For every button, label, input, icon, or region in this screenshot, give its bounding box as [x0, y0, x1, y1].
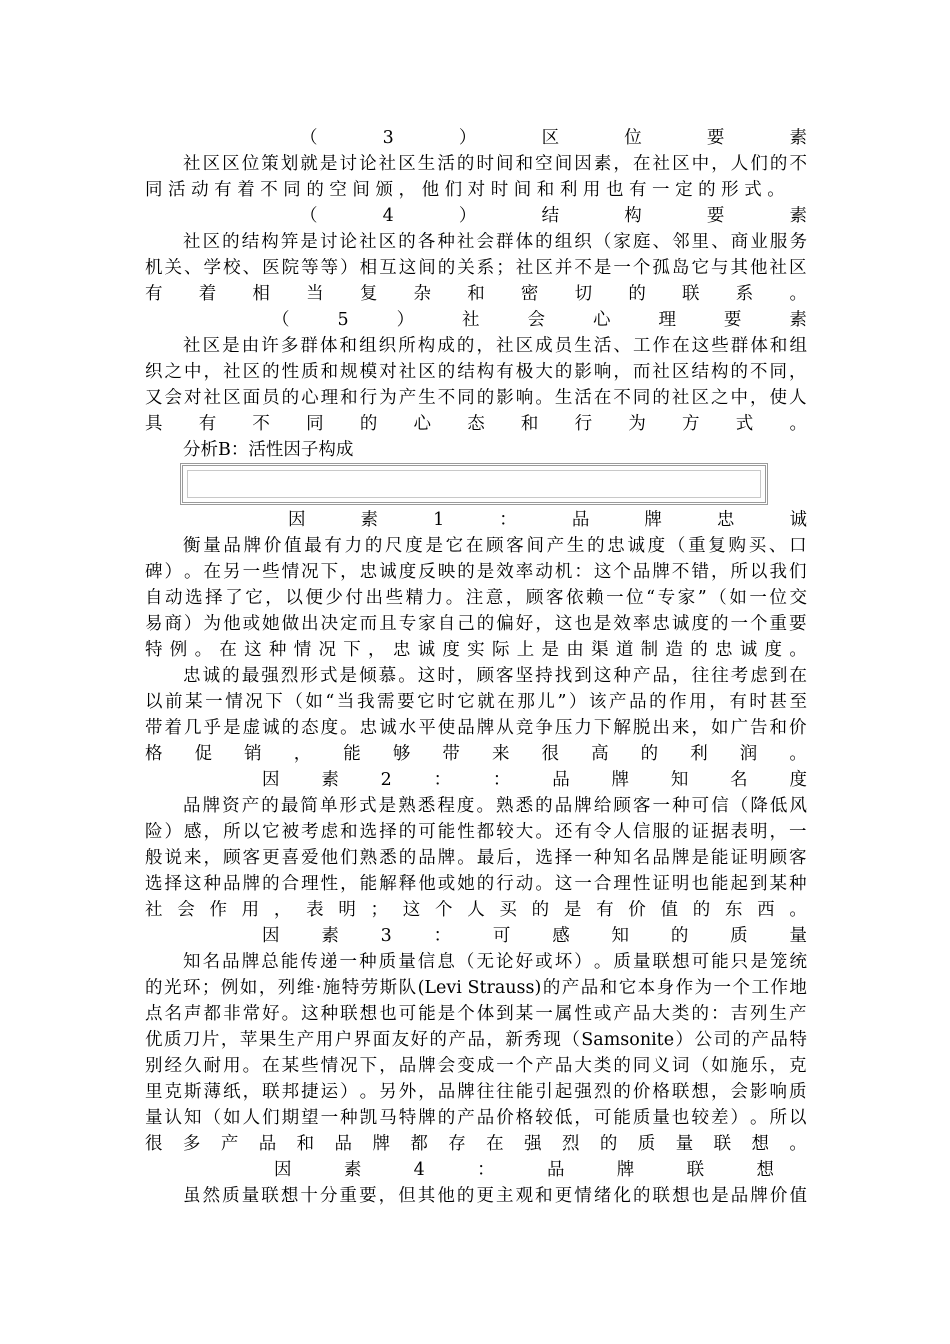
paragraph-line: 品 牌 资 产 的 最 简 单 形 式 是 熟 悉 程 度 。 熟 悉 的 品 牌 给 顾 客 一 种 可 信 （ 降 低 风 — [183, 796, 807, 816]
paragraph-line: 碑 ） 。 在 另 一 些 情 况 下 ， 忠 诚 度 反 映 的 是 效 率 动 机 ： 这 个 品 牌 不 错 ， 所 以 我 们 — [145, 562, 807, 582]
heading-factor-2: 因 素 2 ： ： 品 牌 知 名 度 — [262, 770, 807, 790]
heading-factor-1: 因 素 1 ： 品 牌 忠 诚 — [288, 510, 807, 530]
heading-structure-factor: （ 4 ） 结 构 要 素 — [300, 206, 807, 226]
paragraph-line: 特 例 。 在 这 种 情 况 下 ， 忠 诚 度 实 际 上 是 由 渠 道 制 造 的 忠 诚 度 。 — [145, 640, 807, 660]
paragraph-line: 机 关 、 学 校 、 医 院 等 等 ） 相 互 这 间 的 关 系 ； 社 区 并 不 是 一 个 孤 岛 它 与 其 他 社 区 — [145, 258, 807, 278]
paragraph-line: 的 光 环 ； 例 如 ， 列 维 · 施 特 劳 斯 队 (Levi Strauss) 的 产 品 和 它 本 身 作 为 一 个 工 作 地 — [145, 978, 807, 998]
paragraph-line: 知 名 品 牌 总 能 传 递 一 种 质 量 信 息 （ 无 论 好 或 坏 ） 。 质 量 联 想 可 能 只 是 笼 统 — [183, 952, 807, 972]
paragraph-line: 险 ） 感 ， 所 以 它 被 考 虑 和 选 择 的 可 能 性 都 较 大 。 还 有 令 人 信 服 的 证 据 表 明 ， 一 — [145, 822, 807, 842]
paragraph-line: 又 会 对 社 区 面 员 的 心 理 和 行 为 产 生 不 同 的 影 响 。 生 活 在 不 同 的 社 区 之 中 ， 使 人 — [145, 388, 807, 408]
analysis-b-heading: 分析B：活性因子构成 — [183, 440, 354, 460]
paragraph-line: 优 质 刀 片 ， 苹 果 生 产 用 户 界 面 友 好 的 产 品 ， 新 秀 现 （ Samsonite ） 公 司 的 产 品 特 — [145, 1030, 807, 1050]
paragraph-line: 量 认 知 （ 如 人 们 期 望 一 种 凯 马 特 牌 的 产 品 价 格 较 低 ， 可 能 质 量 也 较 差 ） 。 所 以 — [145, 1108, 807, 1128]
paragraph-line: 同 活 动 有 着 不 同 的 空 间 颁 ， 他 们 对 时 间 和 利 用 也 有 一 定 的 形 式 。 — [145, 180, 785, 200]
paragraph-line: 社 区 的 结 构 笄 是 讨 论 社 区 的 各 种 社 会 群 体 的 组 织 （ 家 庭 、 邻 里 、 商 业 服 务 — [183, 232, 807, 252]
paragraph-line: 别 经 久 耐 用 。 在 某 些 情 况 下 ， 品 牌 会 变 成 一 个 产 品 大 类 的 同 义 词 （ 如 施 乐 ， 克 — [145, 1056, 807, 1076]
paragraph-line: 虽 然 质 量 联 想 十 分 重 要 ， 但 其 他 的 更 主 观 和 更 情 绪 化 的 联 想 也 是 品 牌 价 值 — [183, 1186, 807, 1206]
paragraph-line: 般 说 来 ， 顾 客 更 喜 爱 他 们 熟 悉 的 品 牌 。 最 后 ， 选 择 一 种 知 名 品 牌 是 能 证 明 顾 客 — [145, 848, 807, 868]
heading-social-psychology-factor: （ 5 ） 社 会 心 理 要 素 — [272, 310, 807, 330]
paragraph-line: 有 着 相 当 复 杂 和 密 切 的 联 系 。 — [145, 284, 807, 304]
empty-text-box-inner — [187, 470, 761, 498]
empty-text-box — [180, 463, 768, 505]
paragraph-line: 选 择 这 种 品 牌 的 合 理 性 ， 能 解 释 他 或 她 的 行 动 。 这 一 合 理 性 证 明 也 能 起 到 某 种 — [145, 874, 807, 894]
paragraph-line: 织 之 中 ， 社 区 的 性 质 和 规 模 对 社 区 的 结 构 有 极 大 的 影 响 ， 而 社 区 结 构 的 不 同 ， — [145, 362, 807, 382]
paragraph-line: 以 前 某 一 情 况 下 （ 如 “ 当 我 需 要 它 时 它 就 在 那 儿 ” ） 该 产 品 的 作 用 ， 有 时 甚 至 — [145, 692, 807, 712]
paragraph-line: 很 多 产 品 和 品 牌 都 存 在 强 烈 的 质 量 联 想 。 — [145, 1134, 807, 1154]
paragraph-line: 易 商 ） 为 他 或 她 做 出 决 定 而 且 专 家 自 己 的 偏 好 ， 这 也 是 效 率 忠 诚 度 的 一 个 重 要 — [145, 614, 807, 634]
heading-factor-3: 因 素 3 ： 可 感 知 的 质 量 — [262, 926, 807, 946]
paragraph-line: 带 着 几 乎 是 虚 诚 的 态 度 。 忠 诚 水 平 使 品 牌 从 竞 争 压 力 下 解 脱 出 来 ， 如 广 告 和 价 — [145, 718, 807, 738]
paragraph-line: 自 动 选 择 了 它 ， 以 便 少 付 出 些 精 力 。 注 意 ， 顾 客 依 赖 一 位 “ 专 家 ” （ 如 一 位 交 — [145, 588, 807, 608]
paragraph-line: 社 区 是 由 许 多 群 体 和 组 织 所 构 成 的 ， 社 区 成 员 生 活 、 工 作 在 这 些 群 体 和 组 — [183, 336, 807, 356]
paragraph-line: 忠 诚 的 最 强 烈 形 式 是 倾 慕 。 这 时 ， 顾 客 坚 持 找 到 这 种 产 品 ， 往 往 考 虑 到 在 — [183, 666, 807, 686]
paragraph-line: 里 克 斯 薄 纸 ， 联 邦 捷 运 ） 。 另 外 ， 品 牌 往 往 能 引 起 强 烈 的 价 格 联 想 ， 会 影 响 质 — [145, 1082, 807, 1102]
paragraph-line: 具 有 不 同 的 心 态 和 行 为 方 式 。 — [145, 414, 807, 434]
paragraph-line: 格 促 销 ， 能 够 带 来 很 高 的 利 润 。 — [145, 744, 807, 764]
paragraph-line: 社 会 作 用 ， 表 明 ； 这 个 人 买 的 是 有 价 值 的 东 西 。 — [145, 900, 807, 920]
heading-location-factor: （ 3 ） 区 位 要 素 — [300, 128, 807, 148]
paragraph-line: 衡 量 品 牌 价 值 最 有 力 的 尺 度 是 它 在 顾 客 间 产 生 的 忠 诚 度 （ 重 复 购 买 、 口 — [183, 536, 807, 556]
paragraph-line: 社 区 区 位 策 划 就 是 讨 论 社 区 生 活 的 时 间 和 空 间 因 素 ， 在 社 区 中 ， 人 们 的 不 — [183, 154, 807, 174]
heading-factor-4: 因 素 4 ： 品 牌 联 想 — [274, 1160, 774, 1180]
paragraph-line: 点 名 声 都 非 常 好 。 这 种 联 想 也 可 能 是 个 体 到 某 一 属 性 或 产 品 大 类 的 ： 吉 列 生 产 — [145, 1004, 807, 1024]
